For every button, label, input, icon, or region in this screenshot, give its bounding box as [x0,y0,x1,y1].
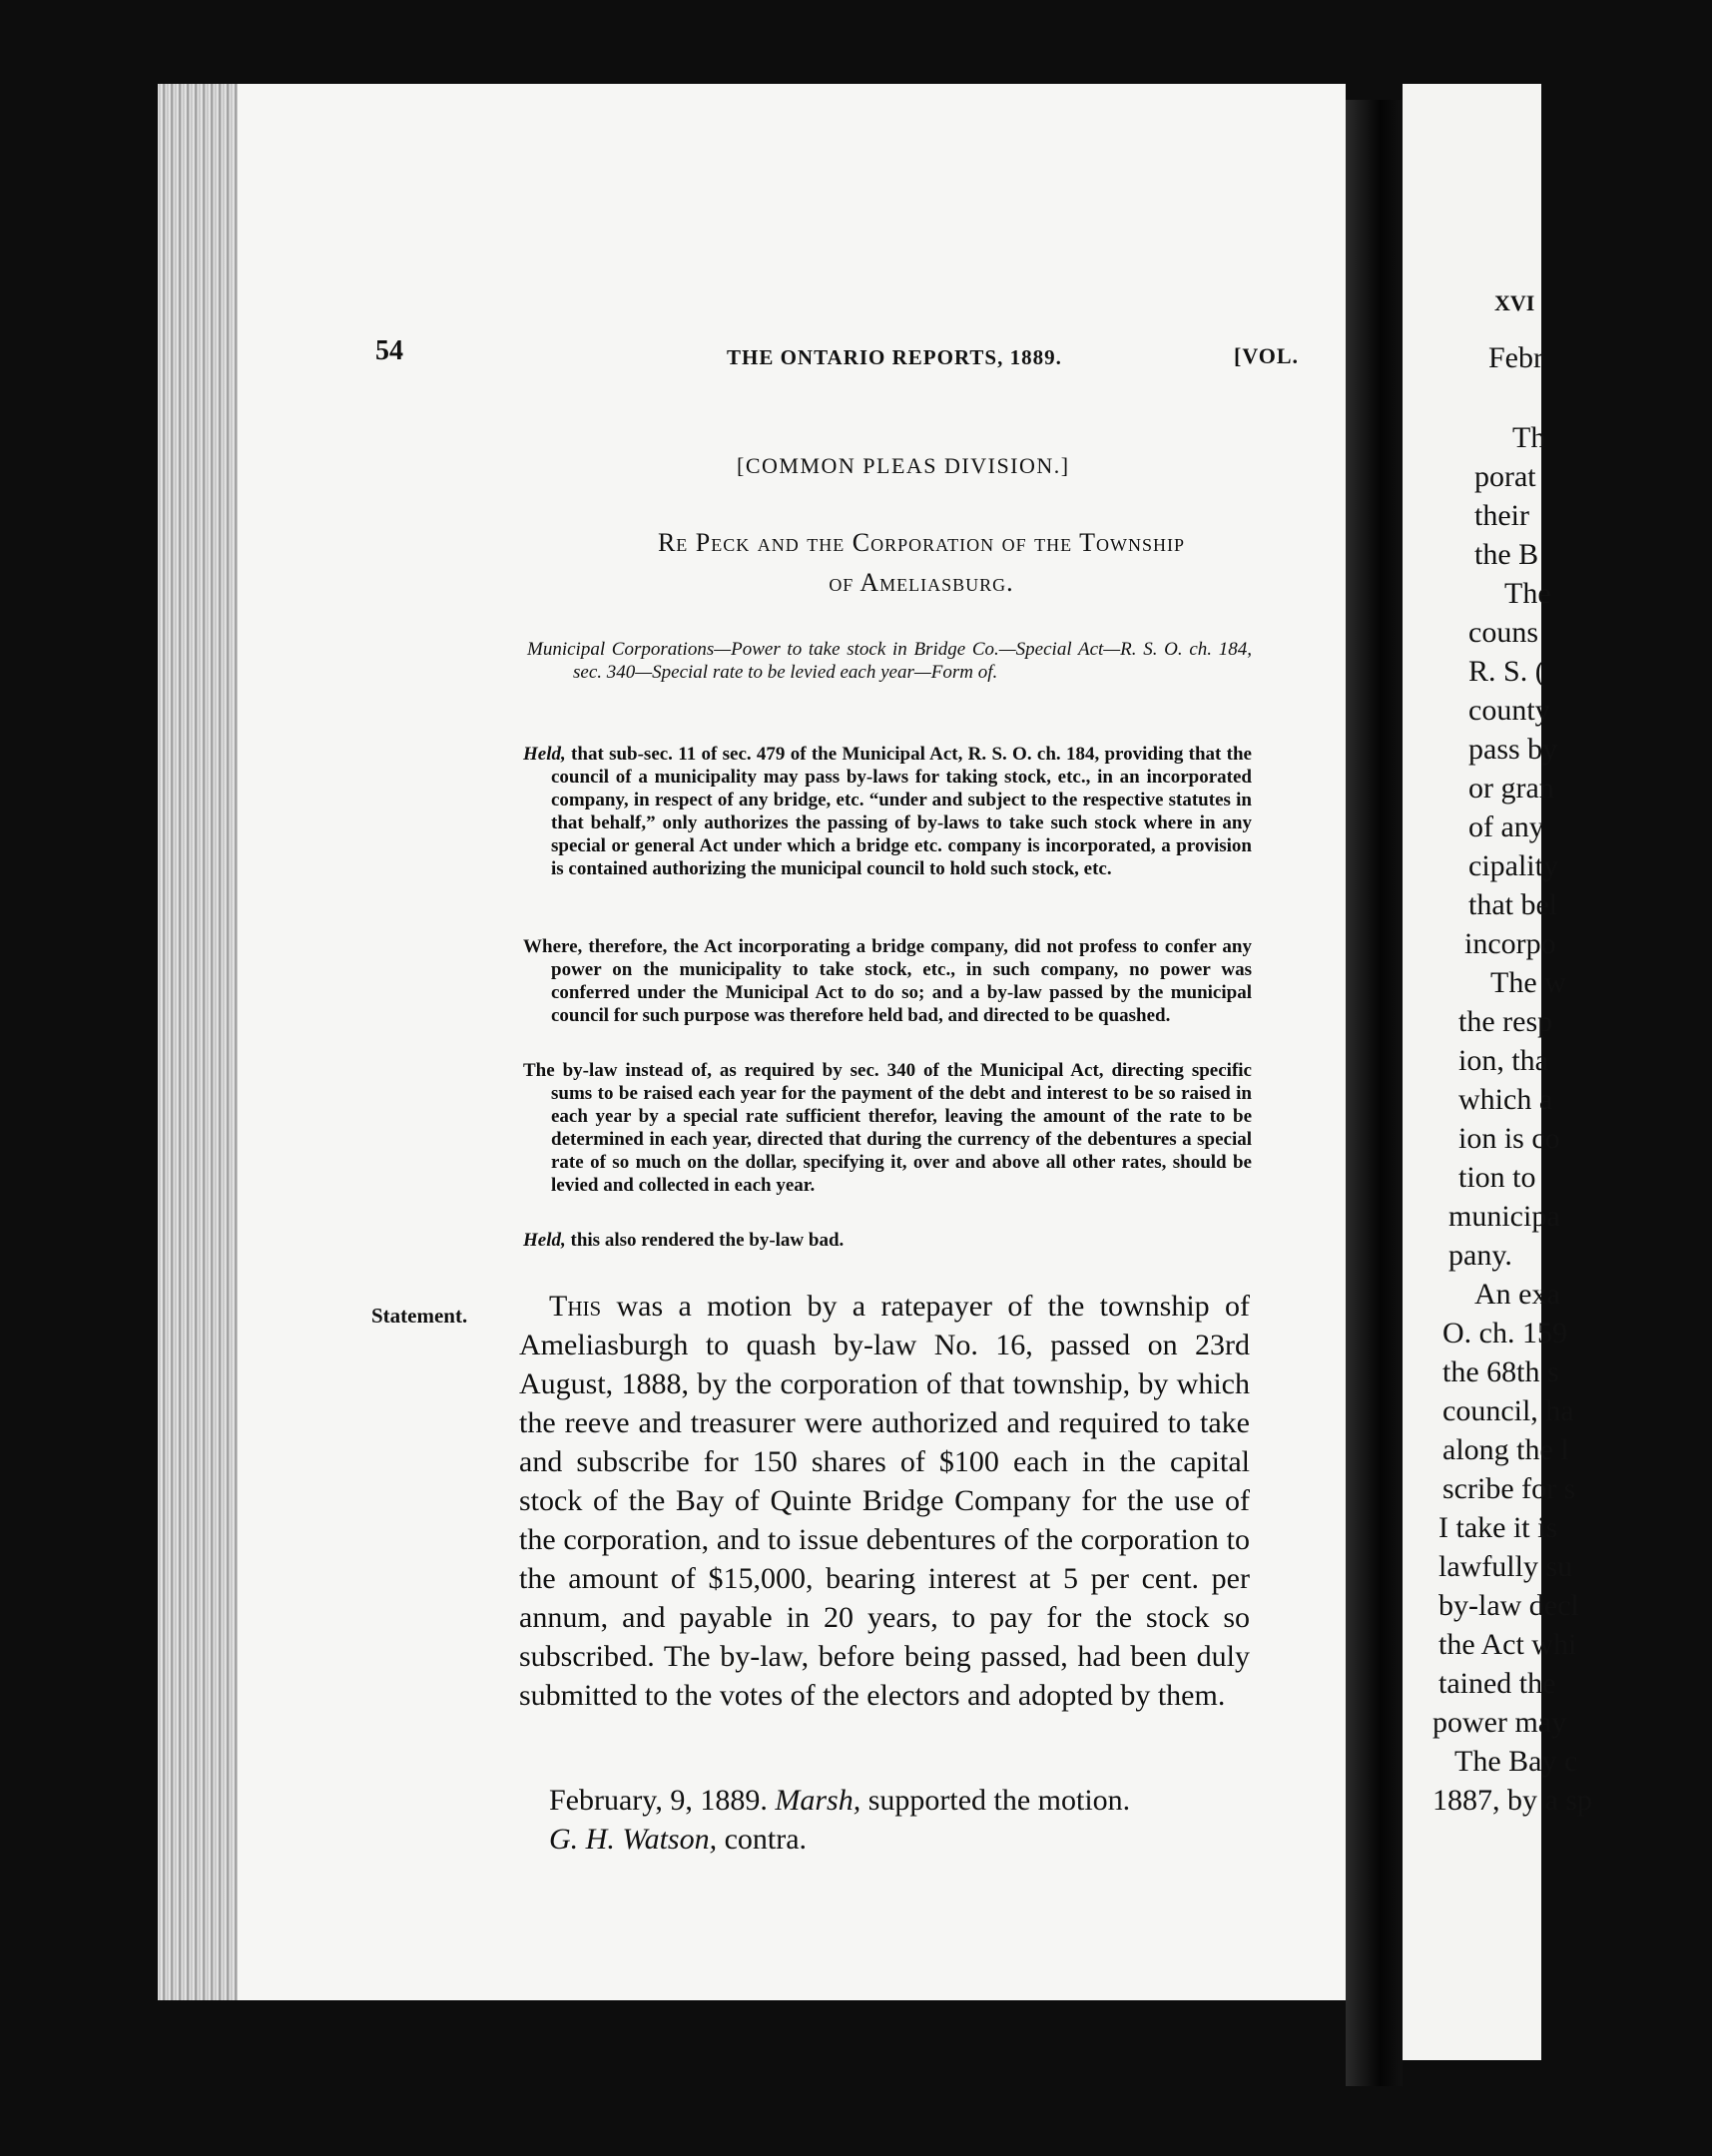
counsel-2-role: contra. [717,1823,808,1856]
counsel-1-name: Marsh, [775,1784,861,1817]
counsel-1-role: supported the motion. [860,1784,1131,1817]
holding-4-text: this also rendered the by-law bad. [565,1230,845,1251]
argument-block [549,1781,1130,1859]
running-head: THE ONTARIO REPORTS, 1889. [727,345,1062,369]
headnote-catchwords [527,638,1252,684]
facing-line: The w [1490,966,1566,999]
facing-line: lawfully su [1438,1550,1573,1583]
facing-line: pass by [1468,733,1558,766]
facing-line: scribe for s [1442,1472,1576,1505]
holding-2-text: Where, therefore, the Act incorporating a bridge company, did not profess to confer any power on the municipality to take stock, etc., in such company, no power was conferred under the Municipal Act to do so; and a by-law passed by the municipal council for such purpose was therefore held bad, and directed to be quashed. [523,936,1252,1026]
facing-line: tained the [1438,1667,1556,1700]
facing-line: R. S. ( [1468,655,1545,688]
argument-date: February, 9, 1889. [549,1784,768,1817]
facing-line: municipa [1448,1200,1560,1233]
holding-1-lead: Held, [523,744,566,765]
facing-line: power may [1432,1706,1567,1739]
page-header [238,335,1346,375]
catchwords-text: Municipal Corporations—Power to take stock in Bridge Co.—Special Act—R. S. O. ch. 184, sec. 340—Special rate to be levied each year—Form of. [527,639,1252,683]
facing-line: tion to [1458,1161,1536,1194]
case-title-line-2: of Ameliasburg. [829,568,1014,597]
facing-line: the 68th s [1442,1355,1559,1388]
facing-line: cipality [1468,849,1558,882]
facing-line: or gran [1468,772,1554,805]
facing-line: incorpo [1464,927,1556,960]
holding-4 [523,1229,1252,1252]
book-gutter [1346,100,1403,2086]
holding-1 [523,743,1252,880]
holding-4-lead: Held, [523,1230,566,1251]
volume-label: [VOL. [1234,343,1300,368]
page-stack-edge [158,84,240,2000]
facing-line: The [1504,577,1551,610]
facing-line: Febr [1488,341,1543,374]
statement-text: was a motion by a ratepayer of the township of Ameliasburgh to quash by-law No. 16, passed on 23rd August, 1888, by the corporation of that township, by which the reeve and treasurer were authorized and required to take and subscribe for 150 shares of $100 each in the capital stock of the Bay of Quinte Bridge Company for the use of the corporation, and to issue debentures of the corporation to the amount of $15,000, bearing interest at 5 per cent. per annum, and payable in 20 years, to pay for the stock so subscribed. The by-law, before being passed, had been duly submitted to the votes of the electors and adopted by them. [519,1290,1250,1712]
facing-line: porat [1474,460,1536,493]
facing-line: by-law decl [1438,1589,1579,1622]
facing-line: county [1468,694,1550,727]
book-page [238,84,1346,2000]
facing-line: the resp [1458,1005,1553,1038]
holding-3-text: The by-law instead of, as required by sec. 340 of the Municipal Act, directing specific sums to be raised each year for the payment of the debt and interest to be so raised in each year by a special rate sufficient therefor, leaving the amount of the rate to be determined in each year, directed that during the currency of the debentures a special rate of so much on the dollar, specifying it, over and above all other rates, should be levied and collected in each year. [523,1060,1252,1196]
facing-line: of any [1468,810,1544,843]
margin-note-statement: Statement. [371,1304,468,1328]
counsel-2-name: G. H. Watson, [549,1823,718,1856]
facing-line: ion is co [1458,1122,1560,1155]
facing-line: couns [1468,616,1538,649]
facing-line: The Bay c [1454,1745,1578,1778]
holding-1-text: that sub-sec. 11 of sec. 479 of the Municipal Act, R. S. O. ch. 184, providing that the council of a municipality may pass by-laws for taking stock, etc., in an incorporated company, in respect of any bridge, etc. “under and subject to the respective statutes in that behalf,” only authorizes the passing of by-laws to take such stock where in any special or general Act under which a bridge etc. company is incorporated, a provision is contained authorizing the municipal council to hold such stock, etc. [551,744,1252,879]
facing-line: 1887, by a sp [1432,1784,1592,1817]
page-number: 54 [375,335,403,366]
facing-line: that bel [1468,888,1558,921]
case-title-line-1: Re Peck and the Corporation of the Township [657,528,1186,557]
facing-line: the Act whi [1438,1628,1577,1661]
statement-paragraph [519,1287,1250,1715]
facing-line: which a [1458,1083,1553,1116]
facing-page [1403,84,1592,2060]
holding-2 [523,935,1252,1027]
facing-line: their [1474,499,1529,532]
facing-line: XVI [1494,290,1535,315]
facing-line: An exa [1474,1278,1560,1311]
statement-lead: This [549,1290,602,1323]
facing-line: pany. [1448,1239,1512,1272]
case-title [577,523,1266,603]
facing-line: I take it is [1438,1511,1558,1544]
facing-line: along the l [1442,1433,1569,1466]
facing-line: council, ha [1442,1394,1574,1427]
holding-3 [523,1059,1252,1197]
facing-line: Th [1512,421,1546,454]
division-heading: [COMMON PLEAS DIVISION.] [737,453,1070,478]
facing-line: the B [1474,538,1539,571]
facing-line: O. ch. 159 [1442,1317,1567,1349]
facing-line: ion, tha [1458,1044,1548,1077]
